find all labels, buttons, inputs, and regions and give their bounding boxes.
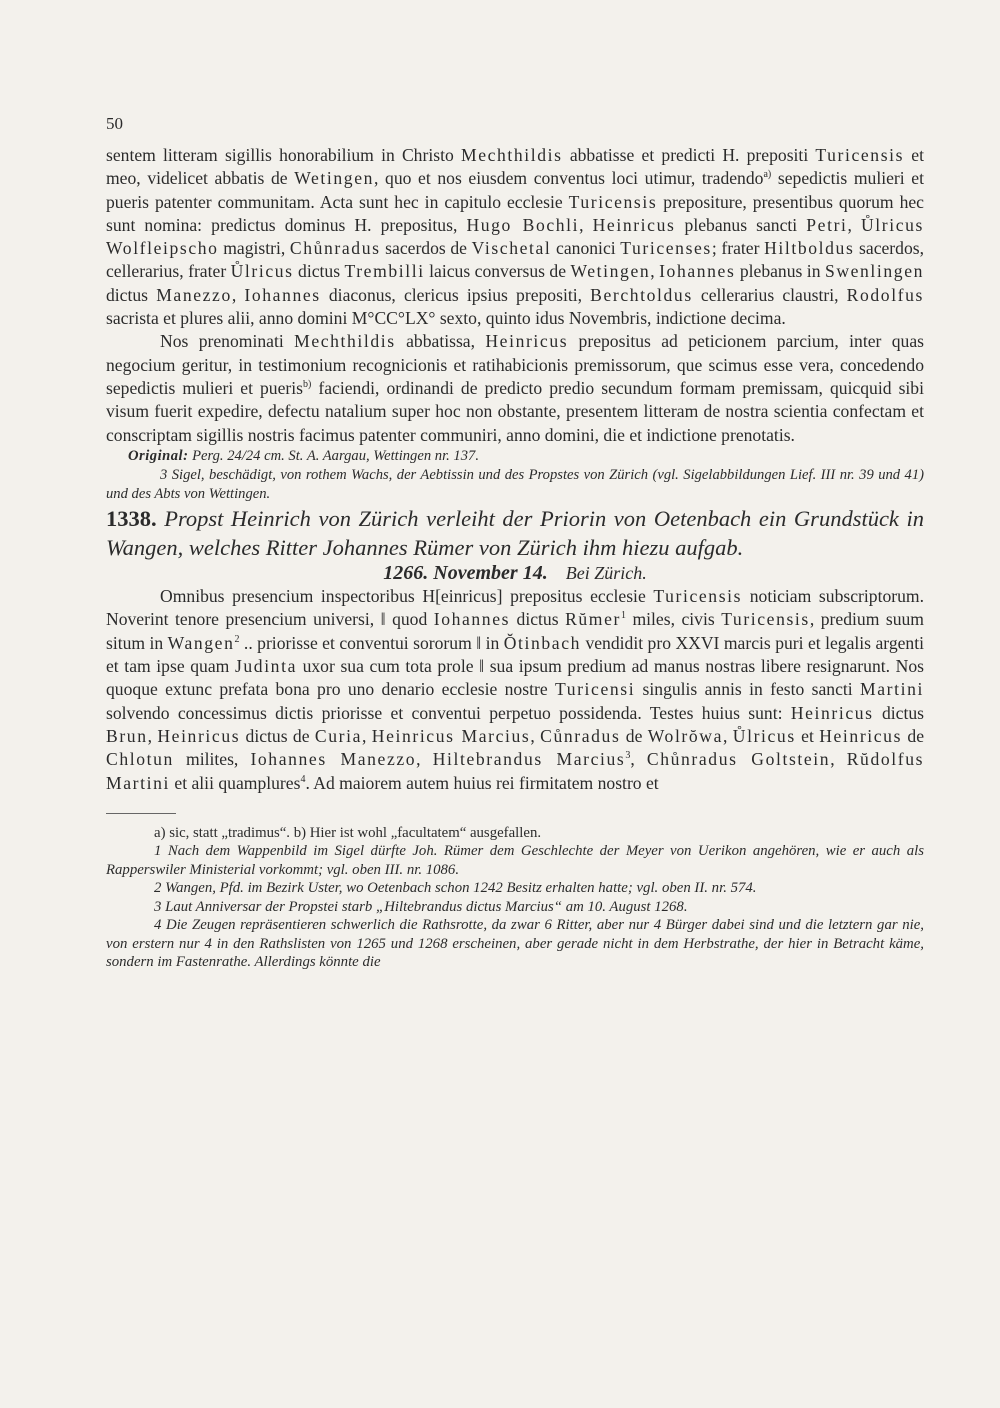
footnote-divider (106, 813, 176, 814)
source-label: Original: (128, 447, 189, 464)
source-line-2: 3 Sigel, beschädigt, von rothem Wachs, der Aebtissin und des Propstes von Zürich (vgl. Sigelabbildungen Lief. III nr. 39 und 41) und des Abts von Wettingen. (106, 466, 924, 502)
footnote-ref-1: 1 (620, 610, 626, 622)
paragraph-confirmation: Nos prenominati Mechthildis abbatissa, Heinricus prepositus ad peticionem parcium, inter quas negocium geritur, in testimonium recognicionis et ratihabicionis premissorum, que scimus esse vera, concedendo sepedictis mulieri et pueris$^{b)}$ faciendi, ordinandi de predicto predio secundum formam premissam, quicquid sibi visum fuerit expedire, defectu natalium super hoc non obstante, presentem litteram de nostra scientia confectam et conscriptam sigillis nostris facimus patenter communiri, anno domini, die et indictione prenotatis. (106, 331, 924, 445)
footnote-1: 1 Nach dem Wappenbild im Sigel dürfte Joh. Rümer dem Geschlechte der Meyer von Uerikon angehören, wie er auch als Rapperswiler Ministerial vorkommt; vgl. oben III. nr. 1086. (106, 843, 924, 878)
footnote-ref-3: 3 (625, 750, 631, 762)
document-heading (106, 504, 924, 562)
main-text (106, 144, 924, 972)
source-line-1: Perg. 24/24 cm. St. A. Aargau, Wettingen nr. 137. (188, 447, 479, 464)
footnote-ab: a) sic, statt „tradimus“. b) Hier ist wohl „facultatem“ ausgefallen. (154, 824, 542, 841)
footnote-3: 3 Laut Anniversar der Propstei starb „Hiltebrandus dictus Marcius“ am 10. August 1268. (154, 898, 688, 915)
footnote-4: 4 Die Zeugen repräsentieren schwerlich die Rathsrotte, da zwar 6 Ritter, aber nur 4 Bürger dabei sind und die letztern gar nie, von erstern nur 4 in den Rathslisten von 1265 und 1268 erscheinen, aber gerade nicht in dem Herbstrathe, der hier in Betracht käme, sondern im Fastenrathe. Allerdings könnte die (106, 917, 924, 971)
document-number: 1338. (106, 505, 157, 531)
footnote-ref-a: a) (763, 169, 772, 181)
paragraph-charter-1338: Omnibus presencium inspectoribus H[einricus] prepositus ecclesie Turicensis noticiam subscriptorum. Noverint tenore presencium universi, ‖ quod Iohannes dictus Rŭmer$^1$ miles, civis Turicensis, predium suum situm in Wangen$^2$ .. priorisse et conventui sororum ‖ in Ŏtinbach vendidit pro XXVI marcis puri et legalis argenti et tam ipse quam Judinta uxor sua cum tota prole ‖ sua ipsum predium ad manus nostras libere resignarunt. Nos quoque extunc prefata bona pro uno denario ecclesie nostre Turicensi singulis annis in festo sancti Martini solvendo concessimus dictis priorisse et conventui perpetuo possidenda. Testes huius sunt: Heinricus dictus Brun, Heinricus dictus de Curia, Heinricus Marcius, Cůnradus de Wolrŏwa, Ůlricus et Heinricus de Chlotun milites, Iohannes Manezzo, Hiltebrandus Marcius$^3$, Chůnradus Goltstein, Rŭdolfus Martini et alii quamplures$^4$. Ad maiorem autem huius rei firmitatem nostro et (106, 586, 925, 793)
footnote-ref-b: b) (303, 379, 312, 391)
document-title: Propst Heinrich von Zürich verleiht der Priorin von Oetenbach ein Grundstück in Wangen, welches Ritter Johannes Rümer von Zürich ihm hiezu aufgab. (106, 505, 924, 560)
source-note (106, 447, 924, 504)
footnotes (106, 824, 924, 972)
page-number: 50 (106, 114, 123, 133)
footnote-2: 2 Wangen, Pfd. im Bezirk Uster, wo Oetenbach schon 1242 Besitz erhalten hatte; vgl. oben II. nr. 574. (154, 880, 757, 897)
document-date-line (106, 562, 924, 585)
document-place: Bei Zürich. (565, 562, 647, 583)
paragraph-charter-end: sentem litteram sigillis honorabilium in Christo Mechthildis abbatisse et predicti H. prepositi Turicensis et meo, videlicet abbatis de Wetingen, quo et nos eiusdem conventus loci utimur, tradendo$^{a)}$ sepedictis mulieri et pueris patenter communitam. Acta sunt hec in capitulo ecclesie Turicensis prepositure, presentibus quorum hec sunt nomina: predictus dominus H. prepositus, Hugo Bochli, Heinricus plebanus sancti Petri, Ůlricus Wolfleipscho magistri, Chůnradus sacerdos de Vischetal canonici Turicenses; frater Hiltboldus sacerdos, cellerarius, frater Ůlricus dictus Trembilli laicus conversus de Wetingen, Iohannes plebanus in Swenlingen dictus Manezzo, Iohannes diaconus, clericus ipsius prepositi, Berchtoldus cellerarius claustri, Rodolfus sacrista et plures alii, anno domini M°CC°LX° sexto, quinto idus Novembris, indictione decima. (106, 145, 925, 329)
footnote-ref-2: 2 (234, 633, 240, 645)
document-date: 1266. November 14. (383, 561, 548, 584)
footnote-ref-4: 4 (300, 773, 306, 785)
